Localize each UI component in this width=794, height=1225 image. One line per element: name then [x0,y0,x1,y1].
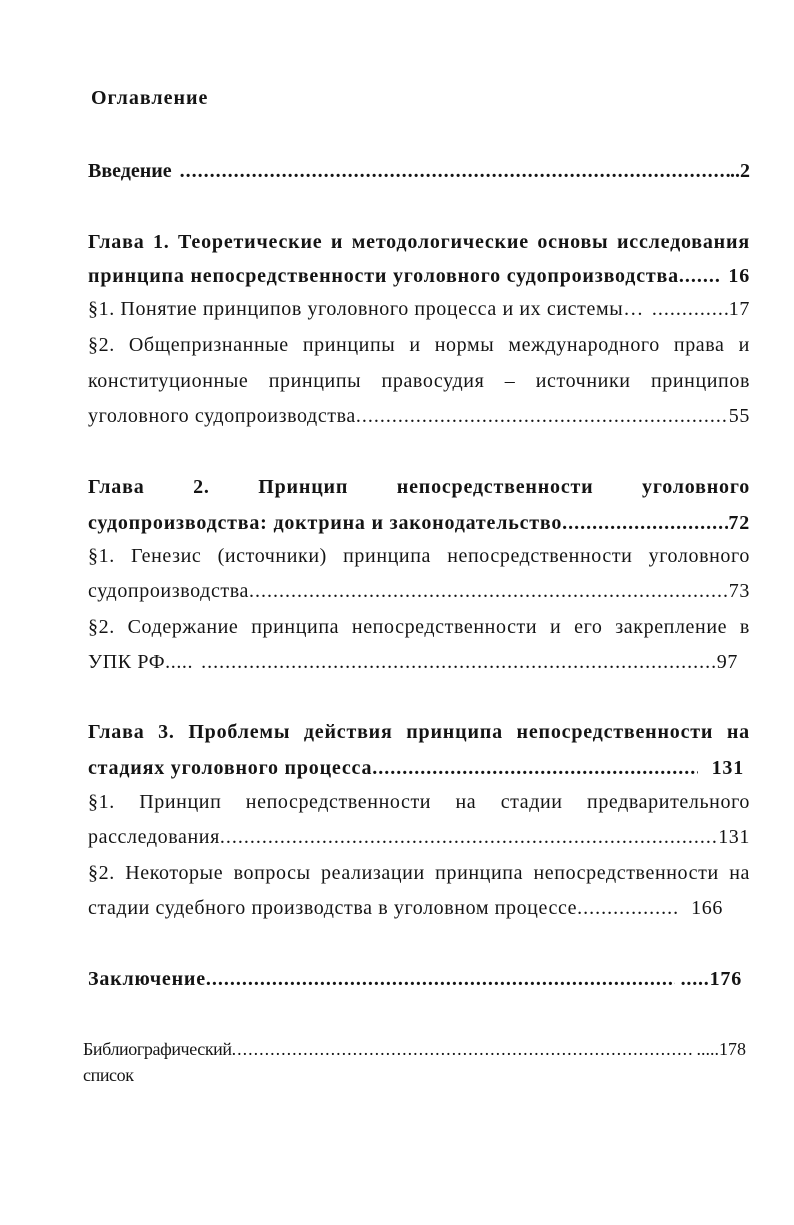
word: §1. [88,791,115,813]
toc-chapter2-section1-line1[interactable] [88,542,750,570]
leader-dots [372,754,697,782]
toc-entry-page: 72 [728,512,750,534]
word: правосудия [381,370,485,392]
word: Принцип [139,791,222,813]
leader-dots [180,157,730,185]
word: Некоторые [125,862,224,884]
toc-entry-label: §1. Понятие принципов уголовного процесса и их системы… [88,298,644,320]
word: международного [508,334,660,356]
toc-entry-bibliography[interactable] [83,1036,746,1085]
toc-entry-label: судопроизводства: доктрина и законодательство [88,512,563,534]
word: на [726,721,750,743]
word: §2. [88,616,115,638]
toc-chapter1-section2-line1[interactable] [88,331,750,359]
word: непосредственности [351,616,538,638]
word: §1. [88,545,115,567]
word: 1. [152,231,170,253]
leader-dots [577,894,677,922]
leader-dots [249,577,729,605]
word: действия [303,721,393,743]
toc-entry-label: уголовного судопроизводства [88,405,356,427]
word: непосредственности [533,862,719,884]
word: права [673,334,725,356]
word: непосредственности [245,791,432,813]
word: принципов [650,370,750,392]
leader-dots [562,509,728,537]
toc-chapter2-section2-line2[interactable] [88,648,750,676]
toc-entry-intro[interactable] [88,157,750,185]
toc-chapter1-section2-line3[interactable] [88,402,750,430]
toc-chapter1-heading-line2[interactable] [88,262,750,290]
leader-dots [356,402,729,430]
word: источники [535,370,631,392]
leader-dots [679,262,720,290]
toc-entry-label: Введение [88,160,172,182]
toc-chapter2-heading-line1[interactable] [88,473,750,501]
toc-entry-page: .....176 [680,968,742,990]
toc-entry-label: Заключение [88,968,206,990]
leader-dots [206,965,675,993]
toc-entry-conclusion[interactable] [88,965,750,993]
toc-entry-page: 97 [716,651,738,673]
toc-entry-page: 73 [728,580,750,602]
word: принципа [406,721,503,743]
toc-entry-label: стадии судебного производства в уголовном процессе [88,897,578,919]
word: Генезис [130,545,202,567]
toc-chapter3-heading-line2[interactable] [88,754,750,782]
word: Общепризнанные [128,334,289,356]
word: §2. [88,862,115,884]
toc-chapter1-section1[interactable] [88,295,750,323]
word: предварительного [587,791,750,813]
page-title: Оглавление [91,87,209,109]
word: реализации [321,862,425,884]
toc-entry-label: Библиографический список [83,1039,232,1085]
toc-chapter3-section1-line2[interactable] [88,823,750,851]
toc-chapter3-section2-line2[interactable] [88,894,750,922]
toc-entry-page: 16 [728,265,750,287]
word: принципа [343,545,432,567]
word: Проблемы [188,721,291,743]
toc-entry-label: принципа непосредственности уголовного судопроизводства [88,265,679,287]
word: принципа [251,616,340,638]
word: уголовного [648,545,750,567]
leader-dots [232,1036,693,1062]
word: Глава [88,721,145,743]
toc-chapter2-section2-line1[interactable] [88,613,750,641]
leader-dots [220,823,718,851]
toc-chapter1-heading-line1[interactable] [88,228,750,256]
word: исследования [616,231,750,253]
word: §2. [88,334,115,356]
word: на [729,862,750,884]
word: 3. [158,721,175,743]
toc-chapter3-section1-line1[interactable] [88,788,750,816]
word: стадии [500,791,563,813]
word: 2. [193,476,210,498]
toc-chapter3-heading-line1[interactable] [88,718,750,746]
word: и [738,334,750,356]
word: – [504,370,516,392]
word: (источники) [217,545,327,567]
leader-dots [652,295,729,323]
word: вопросы [233,862,311,884]
word: непосредственности [447,545,633,567]
word: непосредственности [516,721,714,743]
toc-entry-page: 17 [728,298,750,320]
toc-entry-page: 166 [691,897,723,919]
word: Содержание [127,616,239,638]
word: и [550,616,562,638]
toc-entry-page: 55 [728,405,750,427]
toc-chapter3-section2-line1[interactable] [88,859,750,887]
toc-entry-page: ..2 [730,160,750,182]
word: его [574,616,603,638]
word: конституционные [88,370,249,392]
word: уголовного [642,476,750,498]
word: принципа [435,862,524,884]
word: Глава [88,476,145,498]
word: в [739,616,750,638]
word: и [409,334,421,356]
word: закрепление [615,616,728,638]
toc-entry-label: УПК РФ..... [88,651,194,673]
word: методологические [351,231,529,253]
word: основы [537,231,609,253]
toc-entry-page: 131 [711,757,744,779]
word: принципы [268,370,362,392]
toc-chapter2-heading-line2[interactable] [88,509,750,537]
toc-entry-label: стадиях уголовного процесса [88,757,373,779]
word: непосредственности [396,476,594,498]
word: Теоретические [178,231,323,253]
word: и [330,231,344,253]
word: принципы [302,334,396,356]
toc-entry-label: судопроизводства [88,580,250,602]
toc-entry-page: 131 [718,826,750,848]
toc-entry-label: расследования [88,826,220,848]
leader-dots [201,648,717,676]
word: Глава [88,231,145,253]
toc-chapter2-section1-line2[interactable] [88,577,750,605]
word: на [455,791,477,813]
word: нормы [434,334,495,356]
toc-chapter1-section2-line2[interactable] [88,367,750,395]
toc-entry-page: .....178 [696,1039,746,1059]
word: Принцип [258,476,349,498]
